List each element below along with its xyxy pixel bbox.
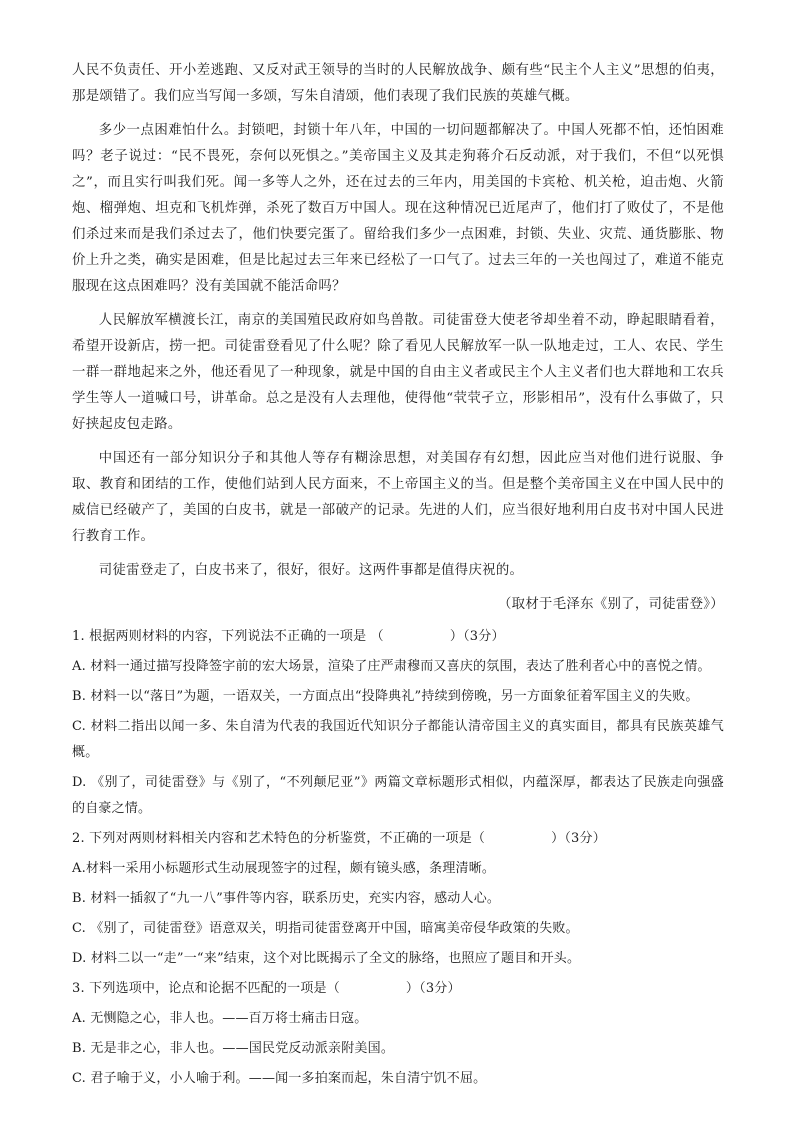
- option-a: A. 无恻隐之心，非人也。——百万将士痛击日寇。: [72, 1011, 368, 1026]
- passage-paragraph-5: 司徒雷登走了，白皮书来了，很好，很好。这两件事都是值得庆祝的。: [98, 563, 524, 578]
- option-d: D. 材料二以一“走”一“来”结束，这个对比既揭示了全文的脉络，也照应了题目和开头。: [72, 951, 581, 966]
- passage-paragraph-1: 人民不负责任、开小差逃跑、又反对武王领导的当时的人民解放战争、颇有些“民主个人主义”思想的伯夷，那是颂错了。我们应当写闻一多颂，写朱自清颂，他们表现了我们民族的英雄气概。: [72, 63, 724, 104]
- option-d: D. 《别了，司徒雷登》与《别了，“不列颠尼亚”》两篇文章标题形式相似，内蕴深厚，都表达了民族走向强盛的自豪之情。: [72, 775, 724, 816]
- option-a: A. 材料一通过描写投降签字前的宏大场景，渲染了庄严肃穆而又喜庆的氛围，表达了胜利者心中的喜悦之情。: [72, 659, 711, 674]
- exam-page: [72, 58, 724, 1096]
- option-a: A.材料一采用小标题形式生动展现签字的过程，颇有镜头感，条理清晰。: [72, 861, 496, 876]
- question-1: [72, 624, 724, 822]
- option-c: C. 君子喻于义，小人喻于利。——闻一多拍案而起，朱自清宁饥不屈。: [72, 1071, 487, 1086]
- question-stem: 3. 下列选项中，论点和论据不匹配的一项是（ ）（3分）: [72, 981, 461, 996]
- option-c: C. 材料二指出以闻一多、朱自清为代表的我国近代知识分子都能认清帝国主义的真实面目，都具有民族英雄气概。: [72, 719, 724, 760]
- option-b: B. 无是非之心，非人也。——国民党反动派亲附美国。: [72, 1041, 395, 1056]
- passage-paragraph-2: 多少一点困难怕什么。封锁吧，封锁十年八年，中国的一切问题都解决了。中国人死都不怕，还怕困难吗？老子说过：“民不畏死，奈何以死惧之。”美帝国主义及其走狗蒋介石反动派，对于我们，不但“以死惧之”，而且实行叫我们死。闻一多等人之外，还在过去的三年内，用美国的卡宾枪、机关枪，迫击炮、火箭炮、榴弹炮、坦克和飞机炸弹，杀死了数百万中国人。现在这种情况已近尾声了，他们打了败仗了，不是他们杀过来而是我们杀过去了，他们快要完蛋了。留给我们多少一点困难，封锁、失业、灾荒、通货膨胀、物价上升之类，确实是困难，但是比起过去三年来已经松了一口气了。过去三年的一关也闯过了，难道不能克服现在这点困难吗？没有美国就不能活命吗？: [72, 123, 724, 294]
- passage-source: （取材于毛泽东《别了，司徒雷登》）: [497, 597, 724, 612]
- question-2: [72, 826, 724, 972]
- passage-paragraph-4: 中国还有一部分知识分子和其他人等存有糊涂思想，对美国存有幻想，因此应当对他们进行说服、争取、教育和团结的工作，使他们站到人民方面来，不上帝国主义的当。但是整个美帝国主义在中国人民中的威信已经破产了，美国的白皮书，就是一部破产的记录。先进的人们，应当很好地利用白皮书对中国人民进行教育工作。: [72, 451, 724, 544]
- question-stem: 2. 下列对两则材料相关内容和艺术特色的分析鉴赏，不正确的一项是（ ）（3分）: [72, 831, 606, 846]
- option-b: B. 材料一以“落日”为题，一语双关，一方面点出“投降典礼”持续到傍晚，另一方面象征着军国主义的失败。: [72, 689, 699, 704]
- question-3: [72, 976, 724, 1092]
- option-c: C. 《别了，司徒雷登》语意双关，明指司徒雷登离开中国，暗寓美帝侵华政策的失败。: [72, 921, 579, 936]
- question-stem: 1. 根据两则材料的内容，下列说法不正确的一项是 （ ）（3分）: [72, 629, 505, 644]
- option-b: B. 材料一插叙了“九一八”事件等内容，联系历史，充实内容，感动人心。: [72, 891, 501, 906]
- passage-paragraph-3: 人民解放军横渡长江，南京的美国殖民政府如鸟兽散。司徒雷登大使老爷却坐着不动，睁起眼睛看着，希望开设新店，捞一把。司徒雷登看见了什么呢？除了看见人民解放军一队一队地走过，工人、农民、学生一群一群地起来之外，他还看见了一种现象，就是中国的自由主义者或民主个人主义者们也大群地和工农兵学生等人一道喊口号，讲革命。总之是没有人去理他，使得他“茕茕孑立，形影相吊”，没有什么事做了，只好挟起皮包走路。: [72, 313, 724, 432]
